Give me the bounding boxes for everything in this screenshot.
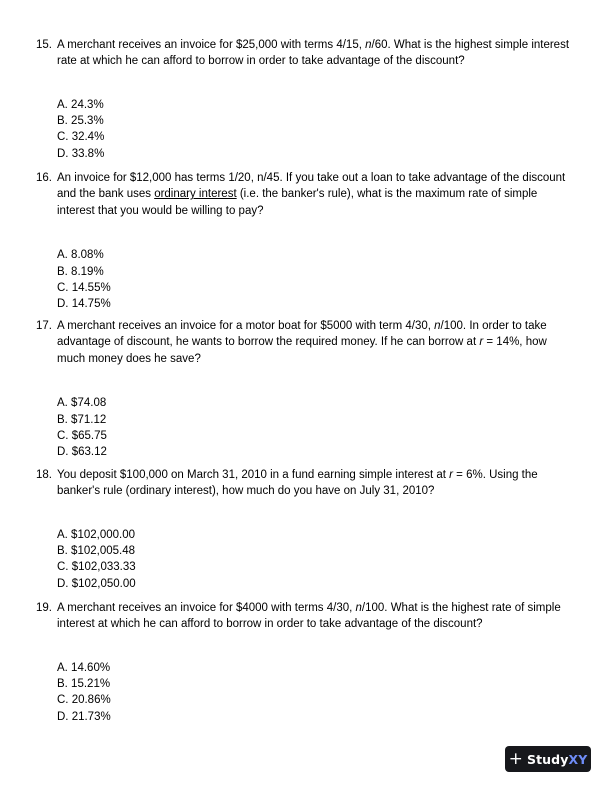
question-text xyxy=(57,170,578,219)
answer-option: D. 21.73% xyxy=(57,710,111,723)
answer-option: D. $102,050.00 xyxy=(57,577,136,590)
answer-option: B. $71.12 xyxy=(57,413,107,426)
answer-options xyxy=(57,527,578,592)
answer-option: A. 24.3% xyxy=(57,98,104,111)
text-run: n xyxy=(365,39,372,51)
answer-options xyxy=(57,247,578,312)
question-text xyxy=(57,318,578,367)
answer-option: A. 8.08% xyxy=(57,249,104,262)
answer-option: B. 15.21% xyxy=(57,678,111,691)
text-run: A merchant receives an invoice for $4000 with terms 4/30, xyxy=(57,602,356,614)
question-17 xyxy=(36,318,578,460)
answer-options xyxy=(57,395,578,460)
question-15 xyxy=(36,37,578,162)
answer-option: A. $74.08 xyxy=(57,397,107,410)
text-run: A merchant receives an invoice for $25,000 with terms 4/15, xyxy=(57,39,366,51)
text-run: /100. In order to take advantage of discount, he wants to borrow the required money. If he can borrow at xyxy=(57,320,547,349)
text-run: r xyxy=(449,469,453,481)
answer-option: C. $102,033.33 xyxy=(57,561,136,574)
question-19 xyxy=(36,600,578,725)
answer-option: C. $65.75 xyxy=(57,429,107,442)
question-18 xyxy=(36,467,578,592)
answer-option: D. 33.8% xyxy=(57,147,105,160)
answer-option: B. 25.3% xyxy=(57,115,104,128)
answer-option: C. 20.86% xyxy=(57,694,111,707)
text-run: /100. What is the highest rate of simple interest at which he can afford to borrow in order to take advantage of the discount? xyxy=(57,602,561,631)
text-run: r xyxy=(479,336,484,349)
answer-option: C. 14.55% xyxy=(57,281,111,294)
answer-option: D. $63.12 xyxy=(57,446,107,459)
answer-option: A. $102,000.00 xyxy=(57,528,136,541)
question-number: 16. xyxy=(36,172,52,184)
answer-option: A. 14.60% xyxy=(57,661,111,674)
question-number: 17. xyxy=(36,320,52,332)
brand-name-part2: XY xyxy=(568,751,588,767)
question-number: 15. xyxy=(36,39,52,51)
question-number: 18. xyxy=(36,469,52,481)
text-run: = 14%, how much money does he save? xyxy=(57,336,547,365)
studyxy-badge[interactable] xyxy=(505,746,591,772)
question-text xyxy=(57,467,578,500)
answer-option: C. 32.4% xyxy=(57,131,105,144)
text-run: You deposit $100,000 on March 31, 2010 in a fund earning simple interest at xyxy=(57,469,450,481)
question-16 xyxy=(36,170,578,312)
text-run: ordinary interest xyxy=(154,188,237,201)
plus-icon: + xyxy=(508,749,523,769)
text-run: A merchant receives an invoice for a motor boat for $5000 with term 4/30, xyxy=(57,320,435,332)
text-run: (i.e. the banker's rule), what is the maximum rate of simple interest that you would be willing to pay? xyxy=(57,188,538,217)
answer-options xyxy=(57,97,578,162)
answer-option: D. 14.75% xyxy=(57,298,111,311)
text-run: An invoice for $12,000 has terms 1/20, n/45. If you take out a loan to take advantage of the discount and the bank uses xyxy=(57,172,566,201)
question-number: 19. xyxy=(36,602,52,614)
question-text xyxy=(57,600,578,633)
brand-name-part1: Study xyxy=(526,751,569,767)
question-text xyxy=(57,37,578,70)
text-run: /60. What is the highest simple interest rate at which he can afford to borrow in order to take advantage of the discount? xyxy=(57,39,570,68)
answer-option: B. 8.19% xyxy=(57,265,104,278)
text-run: n xyxy=(355,602,362,614)
text-run: = 6%. Using the banker's rule (ordinary interest), how much do you have on July 31, 2010? xyxy=(57,469,538,498)
answer-options xyxy=(57,660,578,725)
answer-option: B. $102,005.48 xyxy=(57,545,136,558)
text-run: n xyxy=(434,320,441,332)
